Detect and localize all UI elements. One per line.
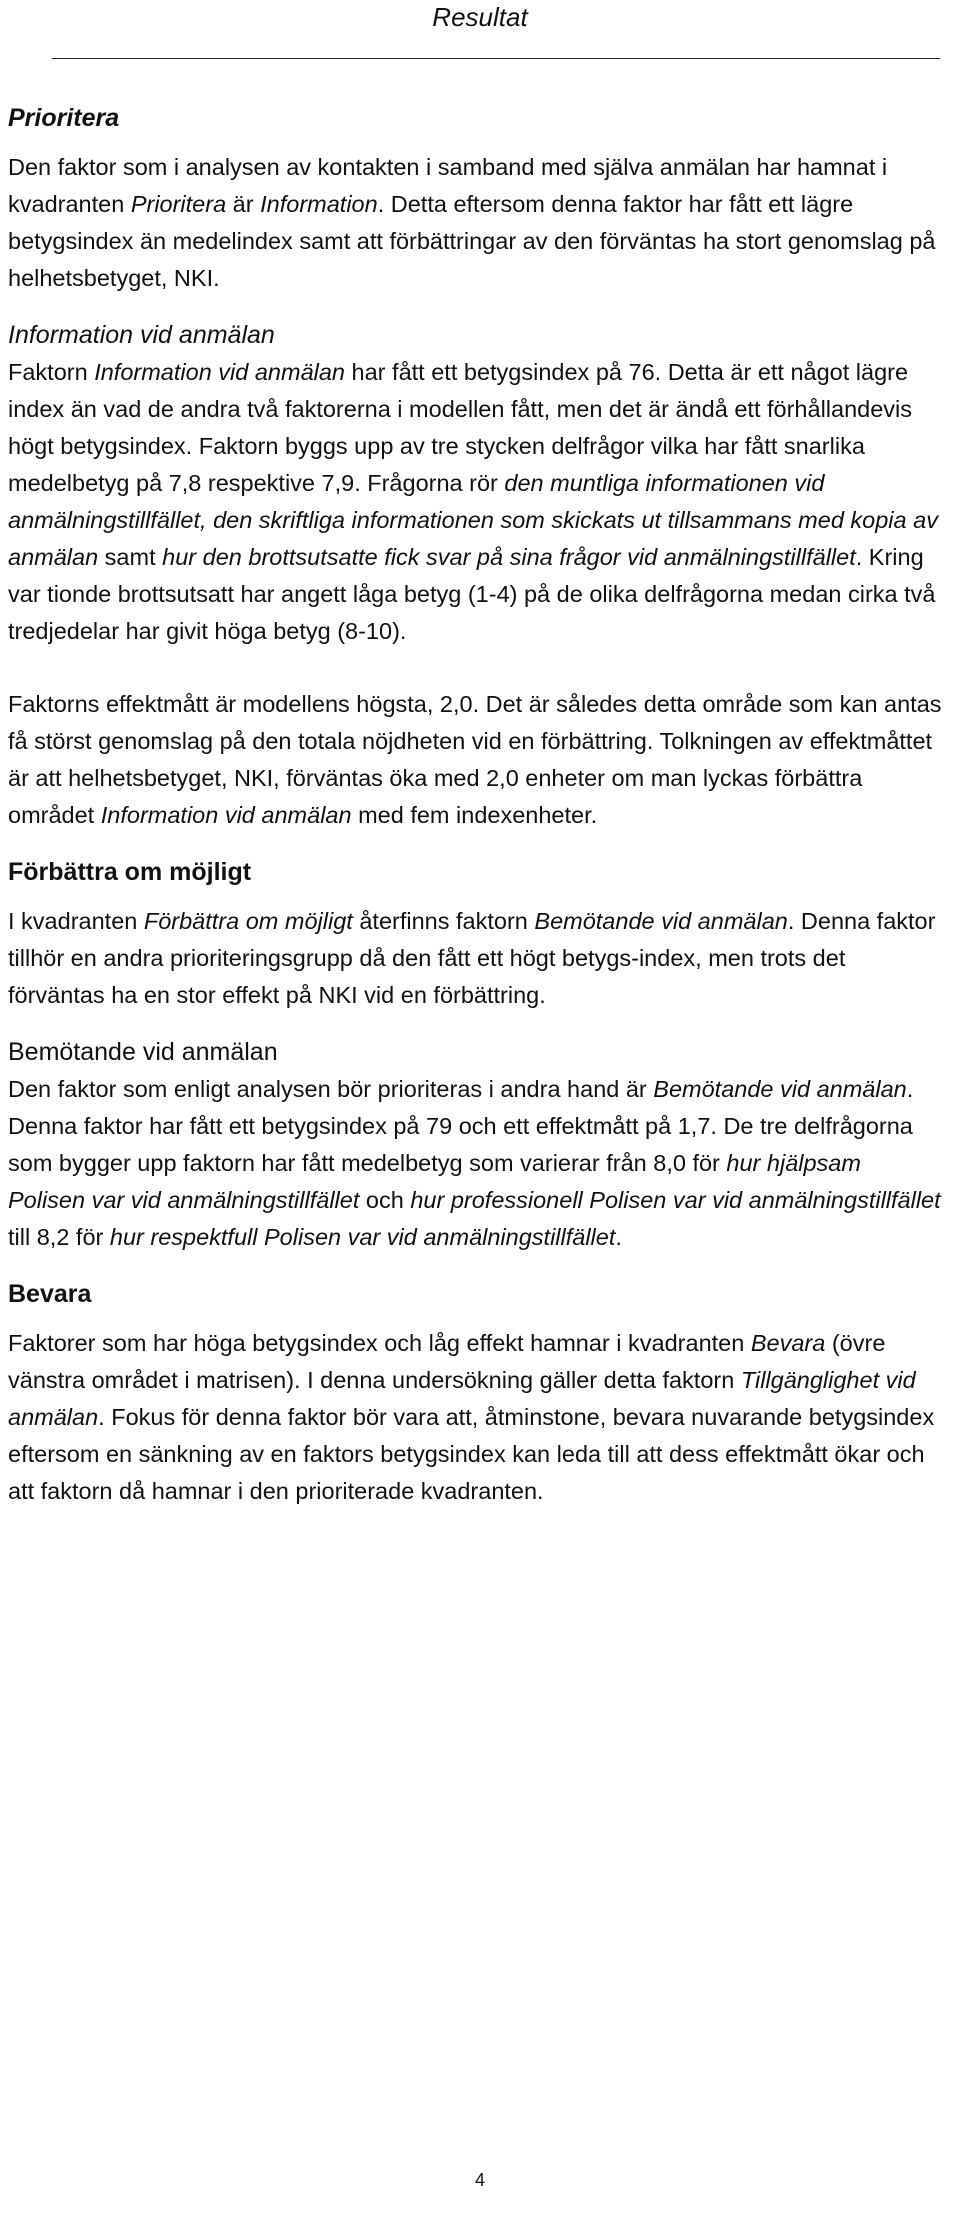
- heading-bevara: Bevara: [8, 1280, 92, 1308]
- document-body: [8, 100, 943, 1510]
- heading-information-vid-anmalan: Information vid anmälan: [8, 321, 275, 349]
- heading-forbattra: Förbättra om möjligt: [8, 858, 252, 886]
- paragraph-bevara: Faktorer som har höga betygsindex och låg effekt hamnar i kvadranten Bevara (övre vänstra området i matrisen). I denna undersökning gäller detta faktorn Tillgänglighet vid anmälan. Fokus för denna faktor bör vara att, åtminstone, bevara nuvarande betygsindex eftersom en sänkning av en faktors betygsindex kan leda till att dess effektmått ökar och att faktorn då hamnar i den prioriterade kvadranten.: [8, 1330, 935, 1504]
- paragraph-forbattra: I kvadranten Förbättra om möjligt återfinns faktorn Bemötande vid anmälan. Denna faktor tillhör en andra prioriteringsgrupp då den fått ett högt betygs-index, men trots det förväntas ha en stor effekt på NKI vid en förbättring.: [8, 908, 936, 1008]
- page-header: [0, 0, 960, 62]
- paragraph-gap: [8, 650, 943, 686]
- paragraph-bemotande: Den faktor som enligt analysen bör prioriteras i andra hand är Bemötande vid anmälan. Denna faktor har fått ett betygsindex på 79 och ett effektmått på 1,7. De tre delfrågorna som bygger upp faktorn har fått medelbetyg som varierar från 8,0 för hur hjälpsam Polisen var vid anmälningstillfället och hur professionell Polisen var vid anmälningstillfället till 8,2 för hur respektfull Polisen var vid anmälningstillfället.: [8, 1076, 941, 1250]
- header-rule: [52, 58, 940, 59]
- paragraph-information-1: Faktorn Information vid anmälan har fått ett betygsindex på 76. Detta är ett något lägre index än vad de andra två faktorerna i modellen fått, men det är ändå ett förhållandevis högt betygsindex. Faktorn byggs upp av tre stycken delfrågor vilka har fått snarlika medelbetyg på 7,8 respektive 7,9. Frågorna rör den muntliga informationen vid anmälningstillfället, den skriftliga informationen som skickats ut tillsammans med kopia av anmälan samt hur den brottsutsatte fick svar på sina frågor vid anmälningstillfället. Kring var tionde brottsutsatt har angett låga betyg (1-4) på de olika delfrågorna medan cirka två tredjedelar har givit höga betyg (8-10).: [8, 359, 938, 644]
- running-title: Resultat: [432, 2, 528, 32]
- paragraph-prioritera: Den faktor som i analysen av kontakten i samband med själva anmälan har hamnat i kvadranten Prioritera är Information. Detta eftersom denna faktor har fått ett lägre betygsindex än medelindex samt att förbättringar av den förväntas ha stort genomslag på helhetsbetyget, NKI.: [8, 154, 936, 291]
- heading-bemotande: Bemötande vid anmälan: [8, 1038, 278, 1066]
- page-number: 4: [474, 2170, 485, 2190]
- paragraph-information-2: Faktorns effektmått är modellens högsta, 2,0. Det är således detta område som kan antas få störst genomslag på den totala nöjdheten vid en förbättring. Tolkningen av effektmåttet är att helhetsbetyget, NKI, förväntas öka med 2,0 enheter om man lyckas förbättra området Information vid anmälan med fem indexenheter.: [8, 691, 942, 828]
- heading-prioritera: Prioritera: [8, 104, 120, 132]
